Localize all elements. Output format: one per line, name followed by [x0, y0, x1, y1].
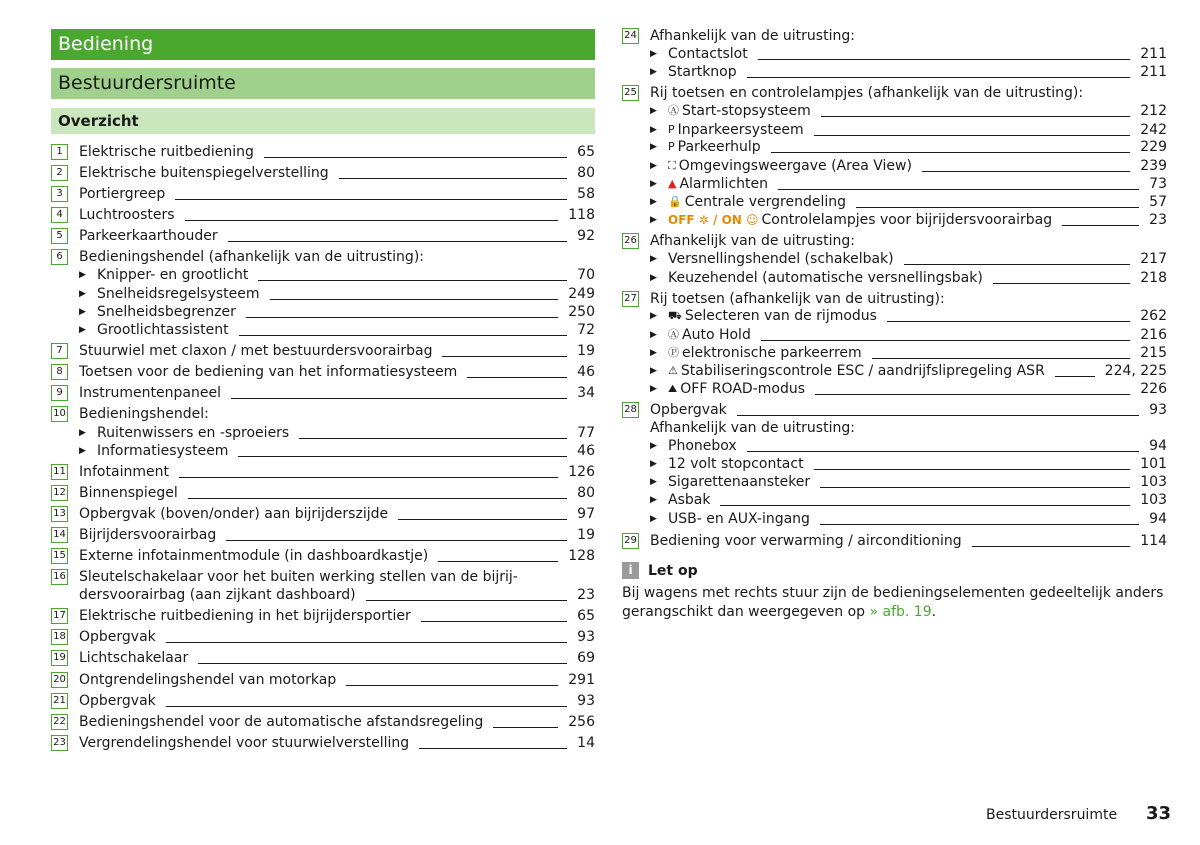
- item-number-badge: 17: [51, 608, 68, 624]
- note-header: [622, 562, 698, 579]
- list-entry-row: [79, 568, 595, 586]
- list-entry-row: [650, 138, 1167, 156]
- bullet-triangle-icon: ▶: [650, 179, 657, 189]
- entry-label: Afhankelijk van de uitrusting:: [650, 420, 855, 436]
- entry-label: Instrumentenpaneel: [79, 385, 221, 401]
- page-ref[interactable]: 103: [1140, 474, 1167, 490]
- leader-line: [820, 523, 1139, 525]
- leader-line: [239, 334, 568, 336]
- page-ref[interactable]: 224, 225: [1104, 363, 1167, 379]
- item-number-badge: 28: [622, 402, 639, 418]
- entry-label: Ruitenwissers en -sproeiers: [97, 425, 290, 441]
- item-number-badge: 16: [51, 569, 68, 585]
- page-ref[interactable]: 242: [1140, 122, 1167, 138]
- entry-label: dersvoorairbag (aan zijkant dashboard): [79, 587, 356, 603]
- item-number-badge: 21: [51, 693, 68, 709]
- bullet-triangle-icon: ▶: [650, 49, 657, 59]
- page-ref[interactable]: 69: [577, 650, 595, 666]
- list-entry-row: [79, 143, 595, 161]
- entry-label: OFF ROAD-modus: [680, 381, 805, 397]
- leader-line: [467, 376, 567, 378]
- leader-line: [815, 393, 1130, 395]
- list-entry-row: [650, 326, 1167, 344]
- bullet-triangle-icon: ▶: [79, 270, 86, 280]
- list-entry-row: [79, 692, 595, 710]
- entry-label: 12 volt stopcontact: [668, 456, 804, 472]
- list-entry-row: [650, 532, 1167, 550]
- item-number-badge: 13: [51, 506, 68, 522]
- item-number-badge: 18: [51, 629, 68, 645]
- entry-label: Elektrische buitenspiegelverstelling: [79, 165, 329, 181]
- leader-line: [198, 662, 567, 664]
- entry-label: Opbergvak (boven/onder) aan bijrijderszijde: [79, 506, 389, 522]
- entry-label: Rij toetsen (afhankelijk van de uitrusting):: [650, 291, 945, 307]
- leader-line: [972, 545, 1131, 547]
- page-ref[interactable]: 72: [577, 322, 595, 338]
- item-number-badge: 11: [51, 464, 68, 480]
- page-ref[interactable]: 291: [568, 672, 595, 688]
- leader-line: [175, 198, 567, 200]
- note-text: Bij wagens met rechts stuur zijn de bedieningselementen gedeeltelijk anders gerangschikt dan weergegeven op: [622, 585, 1164, 620]
- item-number-badge: 27: [622, 291, 639, 307]
- page-ref[interactable]: 211: [1140, 64, 1167, 80]
- leader-line: [188, 497, 567, 499]
- page-ref[interactable]: 239: [1140, 158, 1167, 174]
- page-ref[interactable]: 93: [1149, 402, 1167, 418]
- leader-line: [179, 476, 558, 478]
- entry-label: Afhankelijk van de uitrusting:: [650, 233, 855, 249]
- page-ref[interactable]: 226: [1140, 381, 1167, 397]
- page-ref[interactable]: 46: [577, 443, 595, 459]
- item-number-badge: 5: [51, 228, 68, 244]
- leader-line: [226, 539, 567, 541]
- page-ref[interactable]: 215: [1140, 345, 1167, 361]
- page-ref[interactable]: 216: [1140, 327, 1167, 343]
- leader-line: [747, 450, 1139, 452]
- list-entry-row: [79, 164, 595, 182]
- leader-line: [166, 705, 567, 707]
- list-entry-row: [79, 206, 595, 224]
- leader-line: [228, 240, 568, 242]
- list-entry-row: [650, 232, 1167, 250]
- entry-label: Bedieningshendel voor de automatische afstandsregeling: [79, 714, 484, 730]
- leader-line: [720, 504, 1130, 506]
- leader-line: [761, 339, 1130, 341]
- list-entry-row: [79, 671, 595, 689]
- page-ref[interactable]: 256: [568, 714, 595, 730]
- leader-line: [339, 177, 567, 179]
- list-entry-row: [79, 526, 595, 544]
- list-entry-row: [650, 27, 1167, 45]
- entry-label: Asbak: [668, 492, 711, 508]
- leader-line: [887, 320, 1130, 322]
- entry-label: Omgevingsweergave (Area View): [678, 158, 912, 174]
- leader-line: [922, 170, 1130, 172]
- leader-line: [366, 599, 568, 601]
- drive-mode-icon: ⛟: [668, 309, 682, 322]
- bullet-triangle-icon: ▶: [79, 325, 86, 335]
- item-number-badge: 15: [51, 548, 68, 564]
- leader-line: [438, 560, 558, 562]
- entry-label: Contactslot: [668, 46, 748, 62]
- bullet-triangle-icon: ▶: [650, 477, 657, 487]
- entry-label: elektronische parkeerrem: [682, 345, 862, 361]
- page-ref[interactable]: 70: [577, 267, 595, 283]
- entry-label: Binnenspiegel: [79, 485, 178, 501]
- leader-line: [231, 397, 567, 399]
- list-entry-row: [79, 607, 595, 625]
- entry-label: Controlelampjes voor bijrijdersvoorairbag: [761, 212, 1053, 228]
- entry-label: Bijrijdersvoorairbag: [79, 527, 217, 543]
- item-number-badge: 12: [51, 485, 68, 501]
- page-ref[interactable]: 73: [1149, 176, 1167, 192]
- list-entry-row: [650, 211, 1167, 229]
- item-number-badge: 2: [51, 165, 68, 181]
- item-number-badge: 9: [51, 385, 68, 401]
- entry-label: Opbergvak: [79, 693, 156, 709]
- leader-line: [872, 357, 1131, 359]
- page-number: 33: [1146, 803, 1172, 824]
- page-ref[interactable]: 218: [1140, 270, 1167, 286]
- page-ref[interactable]: 97: [577, 506, 595, 522]
- page-ref[interactable]: 103: [1140, 492, 1167, 508]
- page-ref[interactable]: 23: [1149, 212, 1167, 228]
- list-entry-row: [79, 185, 595, 203]
- item-number-badge: 20: [51, 672, 68, 688]
- list-entry-row: [650, 491, 1167, 509]
- leader-line: [821, 115, 1131, 117]
- bullet-triangle-icon: ▶: [79, 446, 86, 456]
- page-ref[interactable]: 93: [577, 629, 595, 645]
- entry-label: Auto Hold: [682, 327, 751, 343]
- list-entry-row: [79, 463, 595, 481]
- leader-line: [346, 684, 558, 686]
- page-ref[interactable]: 126: [568, 464, 595, 480]
- list-entry-row: [79, 442, 595, 460]
- start-stop-icon: Ⓐ: [668, 104, 679, 117]
- list-entry-row: [650, 193, 1167, 211]
- page-ref[interactable]: 92: [577, 228, 595, 244]
- list-entry-row: [79, 342, 595, 360]
- hazard-icon: ▲: [668, 177, 677, 190]
- note-text-end: .: [931, 604, 937, 620]
- entry-label: Opbergvak: [650, 402, 727, 418]
- page-ref[interactable]: 262: [1140, 308, 1167, 324]
- list-entry-row: [650, 102, 1167, 120]
- bullet-triangle-icon: ▶: [79, 428, 86, 438]
- list-entry-row: [650, 250, 1167, 268]
- leader-line: [814, 134, 1131, 136]
- auto-hold-icon: Ⓐ: [668, 328, 679, 341]
- entry-label: Parkeerhulp: [677, 139, 761, 155]
- bullet-triangle-icon: ▶: [650, 441, 657, 451]
- item-number-badge: 6: [51, 249, 68, 265]
- list-entry-row: [650, 157, 1167, 175]
- leader-line: [264, 156, 567, 158]
- item-number-badge: 23: [51, 735, 68, 751]
- list-entry-row: [650, 63, 1167, 81]
- item-number-badge: 19: [51, 650, 68, 666]
- lock-icon: 🔒: [668, 195, 682, 208]
- leader-line: [270, 298, 559, 300]
- entry-label: Keuzehendel (automatische versnellingsbak): [668, 270, 983, 286]
- page-ref[interactable]: 19: [577, 527, 595, 543]
- leader-line: [778, 188, 1139, 190]
- heading-overzicht: Overzicht: [51, 108, 595, 134]
- page-ref[interactable]: 65: [577, 144, 595, 160]
- leader-line: [493, 726, 558, 728]
- page-ref[interactable]: 58: [577, 186, 595, 202]
- item-number-badge: 14: [51, 527, 68, 543]
- bullet-triangle-icon: ▶: [650, 161, 657, 171]
- list-entry-row: [650, 84, 1167, 102]
- entry-label: Infotainment: [79, 464, 169, 480]
- entry-label: Bedieningshendel:: [79, 406, 209, 422]
- bullet-triangle-icon: ▶: [650, 254, 657, 264]
- bullet-triangle-icon: ▶: [650, 273, 657, 283]
- leader-line: [1062, 224, 1139, 226]
- page-ref[interactable]: 249: [568, 286, 595, 302]
- list-entry-row: [79, 248, 595, 266]
- leader-line: [299, 437, 567, 439]
- leader-line: [737, 414, 1139, 416]
- list-entry-row: [79, 266, 595, 284]
- list-entry-row: [650, 437, 1167, 455]
- note-title: Let op: [648, 562, 698, 579]
- list-entry-row: [650, 290, 1167, 308]
- item-number-badge: 29: [622, 533, 639, 549]
- bullet-triangle-icon: ▶: [650, 348, 657, 358]
- entry-label: Bediening voor verwarming / airconditioning: [650, 533, 962, 549]
- bullet-triangle-icon: ▶: [650, 366, 657, 376]
- entry-label: Vergrendelingshendel voor stuurwielverstelling: [79, 735, 410, 751]
- list-entry-row: [79, 363, 595, 381]
- entry-label: Inparkeersysteem: [677, 122, 804, 138]
- list-entry-row: [650, 307, 1167, 325]
- entry-label: Alarmlichten: [679, 176, 768, 192]
- leader-line: [1055, 375, 1095, 377]
- list-entry-row: [79, 484, 595, 502]
- entry-label: Stabiliseringscontrole ESC / aandrijfslipregeling ASR: [680, 363, 1045, 379]
- list-entry-row: [650, 473, 1167, 491]
- bullet-triangle-icon: ▶: [650, 142, 657, 152]
- page-ref[interactable]: 211: [1140, 46, 1167, 62]
- page-ref[interactable]: 118: [568, 207, 595, 223]
- leader-line: [442, 355, 567, 357]
- leader-line: [993, 282, 1130, 284]
- item-number-badge: 1: [51, 144, 68, 160]
- leader-line: [166, 641, 567, 643]
- list-entry-row: [79, 227, 595, 245]
- entry-label: Sleutelschakelaar voor het buiten werking stellen van de bijrij-: [79, 569, 518, 585]
- item-number-badge: 8: [51, 364, 68, 380]
- leader-line: [820, 486, 1130, 488]
- item-number-badge: 26: [622, 233, 639, 249]
- page-ref[interactable]: 77: [577, 425, 595, 441]
- page-ref[interactable]: 128: [568, 548, 595, 564]
- list-entry-row: [650, 344, 1167, 362]
- entry-label: Stuurwiel met claxon / met bestuurdersvoorairbag: [79, 343, 433, 359]
- leader-line: [856, 206, 1139, 208]
- entry-label: Start-stopsysteem: [682, 103, 811, 119]
- bullet-triangle-icon: ▶: [650, 514, 657, 524]
- leader-line: [258, 279, 567, 281]
- page-ref[interactable]: 101: [1140, 456, 1167, 472]
- area-view-icon: ⛶: [668, 159, 676, 172]
- list-entry-row: [79, 505, 595, 523]
- list-entry-row: [650, 510, 1167, 528]
- item-number-badge: 4: [51, 207, 68, 223]
- page-ref[interactable]: 34: [577, 385, 595, 401]
- entry-label: Bedieningshendel (afhankelijk van de uitrusting):: [79, 249, 424, 265]
- entry-label: Parkeerkaarthouder: [79, 228, 218, 244]
- leader-line: [904, 263, 1131, 265]
- footer-section-title: Bestuurdersruimte: [986, 807, 1118, 823]
- list-entry-row: [650, 175, 1167, 193]
- bullet-triangle-icon: ▶: [650, 106, 657, 116]
- page-ref[interactable]: 250: [568, 304, 595, 320]
- entry-label: Portiergreep: [79, 186, 166, 202]
- list-entry-row: [79, 734, 595, 752]
- list-entry-row: [650, 401, 1167, 419]
- figure-link[interactable]: » afb. 19: [869, 604, 932, 620]
- heading-bestuurdersruimte: Bestuurdersruimte: [51, 68, 595, 99]
- leader-line: [246, 316, 558, 318]
- bullet-triangle-icon: ▶: [79, 289, 86, 299]
- parking-brake-icon: Ⓟ: [668, 346, 679, 359]
- leader-line: [419, 747, 567, 749]
- bullet-triangle-icon: ▶: [650, 311, 657, 321]
- entry-label: Sigarettenaansteker: [668, 474, 811, 490]
- leader-line: [398, 518, 567, 520]
- entry-label: Toetsen voor de bediening van het informatiesysteem: [79, 364, 458, 380]
- off-road-icon: ⛰: [668, 382, 678, 395]
- page-ref[interactable]: 217: [1140, 251, 1167, 267]
- page-ref[interactable]: 80: [577, 485, 595, 501]
- entry-label: Grootlichtassistent: [97, 322, 229, 338]
- page-ref[interactable]: 46: [577, 364, 595, 380]
- page-ref[interactable]: 94: [1149, 511, 1167, 527]
- bullet-triangle-icon: ▶: [650, 215, 657, 225]
- page-ref[interactable]: 65: [577, 608, 595, 624]
- list-entry-row: [79, 547, 595, 565]
- entry-label: Knipper- en grootlicht: [97, 267, 249, 283]
- esc-icon: ⚠: [668, 364, 678, 377]
- list-entry-row: [79, 303, 595, 321]
- item-number-badge: 25: [622, 85, 639, 101]
- airbag-off-on-icon: OFF ✲ / ON ☺: [668, 213, 759, 227]
- page-ref[interactable]: 94: [1149, 438, 1167, 454]
- leader-line: [421, 620, 567, 622]
- leader-line: [238, 455, 567, 457]
- entry-label: Centrale vergrendeling: [684, 194, 847, 210]
- list-entry-row: [650, 269, 1167, 287]
- entry-label: Afhankelijk van de uitrusting:: [650, 28, 855, 44]
- page-ref[interactable]: 212: [1140, 103, 1167, 119]
- bullet-triangle-icon: ▶: [650, 384, 657, 394]
- item-number-badge: 22: [51, 714, 68, 730]
- entry-label: Startknop: [668, 64, 737, 80]
- leader-line: [758, 58, 1131, 60]
- leader-line: [185, 219, 559, 221]
- note-body: [622, 584, 1167, 622]
- list-entry-row: [79, 321, 595, 339]
- list-entry-row: [79, 586, 595, 604]
- entry-label: Elektrische ruitbediening: [79, 144, 254, 160]
- entry-label: Ontgrendelingshendel van motorkap: [79, 672, 337, 688]
- list-entry-row: [650, 455, 1167, 473]
- info-icon: i: [622, 562, 639, 579]
- list-entry-row: [79, 649, 595, 667]
- bullet-triangle-icon: ▶: [650, 67, 657, 77]
- park-assist-icon: P: [668, 123, 675, 136]
- page-ref[interactable]: 80: [577, 165, 595, 181]
- item-number-badge: 3: [51, 186, 68, 202]
- entry-label: Rij toetsen en controlelampjes (afhankelijk van de uitrusting):: [650, 85, 1084, 101]
- bullet-triangle-icon: ▶: [650, 197, 657, 207]
- bullet-triangle-icon: ▶: [650, 459, 657, 469]
- item-number-badge: 7: [51, 343, 68, 359]
- bullet-triangle-icon: ▶: [650, 125, 657, 135]
- list-entry-row: [79, 713, 595, 731]
- bullet-triangle-icon: ▶: [650, 495, 657, 505]
- list-entry-row: [650, 380, 1167, 398]
- page-ref[interactable]: 114: [1140, 533, 1167, 549]
- page-ref[interactable]: 93: [577, 693, 595, 709]
- entry-label: Selecteren van de rijmodus: [684, 308, 877, 324]
- entry-label: Snelheidsregelsysteem: [97, 286, 260, 302]
- bullet-triangle-icon: ▶: [650, 330, 657, 340]
- list-entry-row: [650, 419, 1167, 437]
- leader-line: [747, 76, 1131, 78]
- leader-line: [771, 151, 1131, 153]
- entry-label: Snelheidsbegrenzer: [97, 304, 236, 320]
- item-number-badge: 24: [622, 28, 639, 44]
- entry-label: Opbergvak: [79, 629, 156, 645]
- page-ref[interactable]: 14: [577, 735, 595, 751]
- list-entry-row: [79, 384, 595, 402]
- list-entry-row: [79, 285, 595, 303]
- page-ref[interactable]: 229: [1140, 139, 1167, 155]
- entry-label: Luchtroosters: [79, 207, 175, 223]
- entry-label: Phonebox: [668, 438, 737, 454]
- list-entry-row: [79, 628, 595, 646]
- item-number-badge: 10: [51, 406, 68, 422]
- entry-label: Elektrische ruitbediening in het bijrijdersportier: [79, 608, 411, 624]
- page-ref[interactable]: 19: [577, 343, 595, 359]
- leader-line: [814, 468, 1131, 470]
- parking-aid-icon: P: [668, 140, 675, 153]
- bullet-triangle-icon: ▶: [79, 307, 86, 317]
- list-entry-row: [650, 45, 1167, 63]
- heading-bediening: Bediening: [51, 29, 595, 60]
- list-entry-row: [650, 362, 1167, 380]
- entry-label: Lichtschakelaar: [79, 650, 189, 666]
- list-entry-row: [79, 405, 595, 423]
- page-ref[interactable]: 57: [1149, 194, 1167, 210]
- list-entry-row: [79, 424, 595, 442]
- entry-label: USB- en AUX-ingang: [668, 511, 810, 527]
- entry-label: Externe infotainmentmodule (in dashboardkastje): [79, 548, 429, 564]
- entry-label: Versnellingshendel (schakelbak): [668, 251, 894, 267]
- entry-label: Informatiesysteem: [97, 443, 229, 459]
- list-entry-row: [650, 121, 1167, 139]
- page-ref[interactable]: 23: [577, 587, 595, 603]
